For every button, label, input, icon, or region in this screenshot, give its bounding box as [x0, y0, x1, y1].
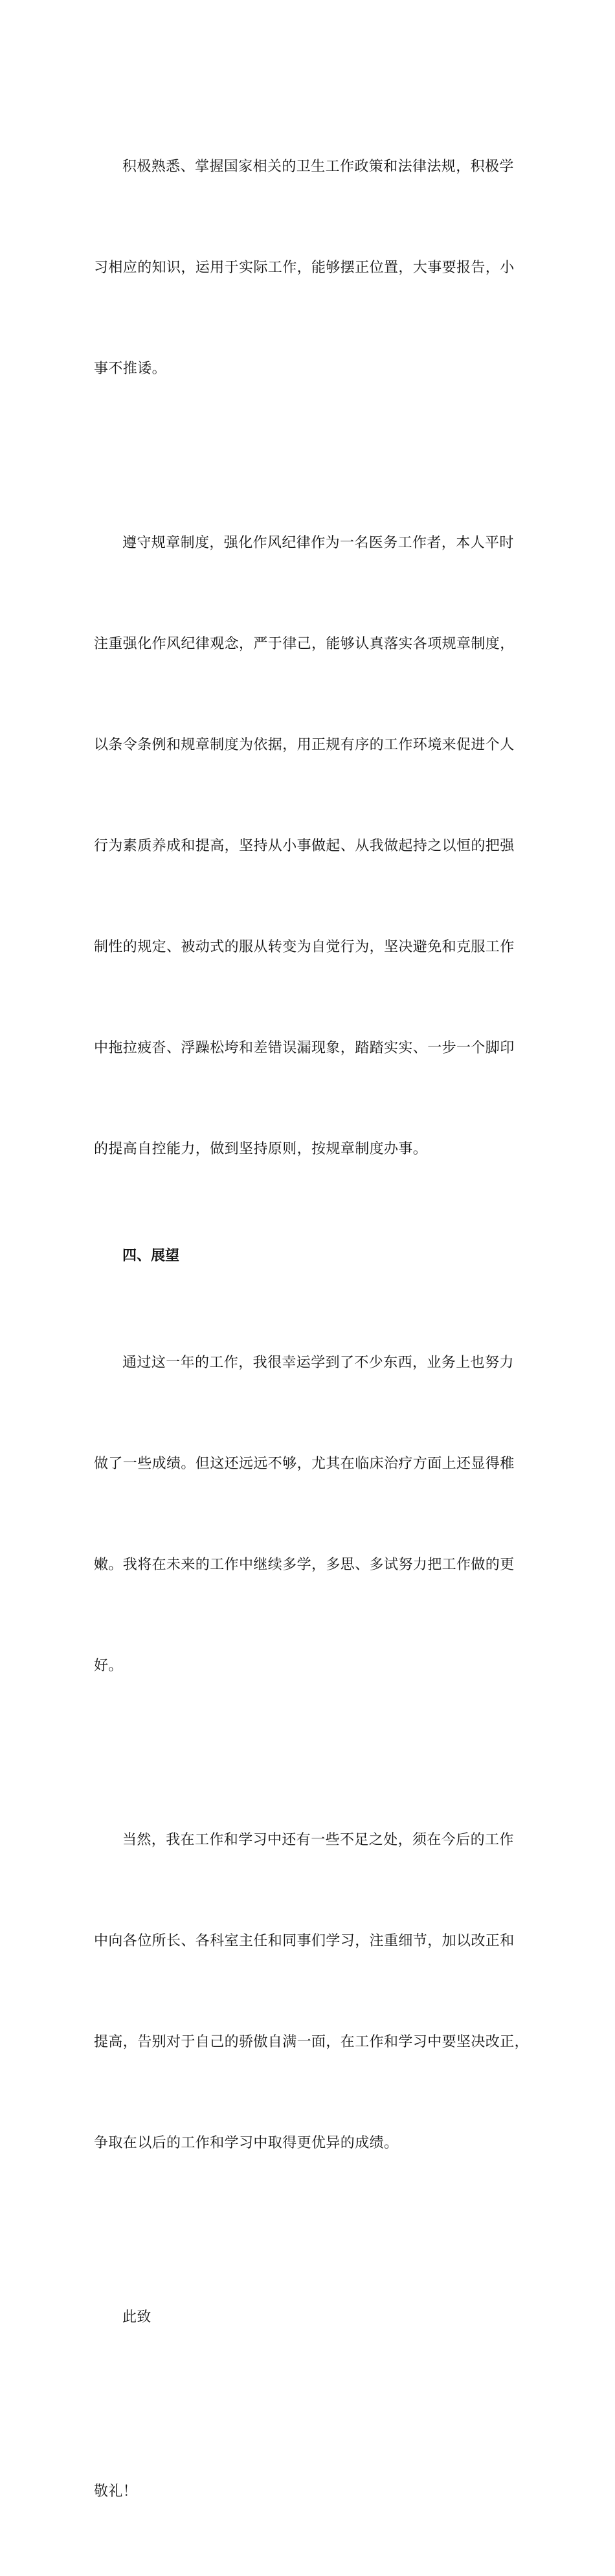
paragraph-line: 嫩。我将在未来的工作中继续多学，多思、多试努力把工作做的更 — [94, 1557, 515, 1573]
paragraph-policy — [94, 83, 521, 453]
regards-text: 敬礼！ — [94, 2483, 138, 2500]
paragraph-line: 行为素质养成和提高，坚持从小事做起、从我做起持之以恒的把强 — [94, 838, 515, 854]
paragraph-line: 积极熟悉、掌握国家相关的卫生工作政策和法律法规，积极学 — [122, 159, 514, 175]
paragraph-line: 制性的规定、被动式的服从转变为自觉行为，坚决避免和克服工作 — [94, 939, 515, 955]
paragraph-line: 当然，我在工作和学习中还有一些不足之处，须在今后的工作 — [122, 1832, 514, 1848]
paragraph-shortcomings — [94, 1756, 530, 2228]
paragraph-line: 通过这一年的工作，我很幸运学到了不少东西，业务上也努力 — [122, 1355, 514, 1371]
paragraph-line: 事不推诿。 — [94, 361, 167, 377]
paragraph-line: 争取在以后的工作和学习中取得更优异的成绩。 — [94, 2135, 399, 2151]
paragraph-line: 习相应的知识，运用于实际工作，能够摆正位置，大事要报告，小 — [94, 260, 515, 276]
closing-regards — [94, 2408, 521, 2576]
paragraph-line: 中向各位所长、各科室主任和同事们学习，注重细节，加以改正和 — [94, 1933, 515, 1949]
paragraph-line: 注重强化作风纪律观念，严于律己，能够认真落实各项规章制度， — [94, 636, 515, 652]
paragraph-discipline — [94, 459, 521, 1234]
paragraph-line: 提高，告别对于自己的骄傲自满一面，在工作和学习中要坚决改正， — [94, 2034, 530, 2050]
document-body — [94, 83, 530, 2576]
salutation-text: 此致 — [122, 2309, 151, 2325]
paragraph-outlook — [94, 1279, 521, 1750]
paragraph-line: 以条令条例和规章制度为依据，用正规有序的工作环境来促进个人 — [94, 737, 515, 753]
paragraph-line: 好。 — [94, 1658, 123, 1674]
paragraph-line: 中拖拉疲沓、浮躁松垮和差错误漏现象，踏踏实实、一步一个脚印 — [94, 1040, 515, 1056]
closing-salutation — [94, 2233, 521, 2402]
paragraph-line: 做了一些成绩。但这还远远不够，尤其在临床治疗方面上还显得稚 — [94, 1456, 515, 1472]
section-heading: 四、展望 — [122, 1248, 180, 1264]
paragraph-line: 的提高自控能力，做到坚持原则，按规章制度办事。 — [94, 1141, 428, 1157]
paragraph-line: 遵守规章制度，强化作风纪律作为一名医务工作者，本人平时 — [122, 535, 514, 551]
